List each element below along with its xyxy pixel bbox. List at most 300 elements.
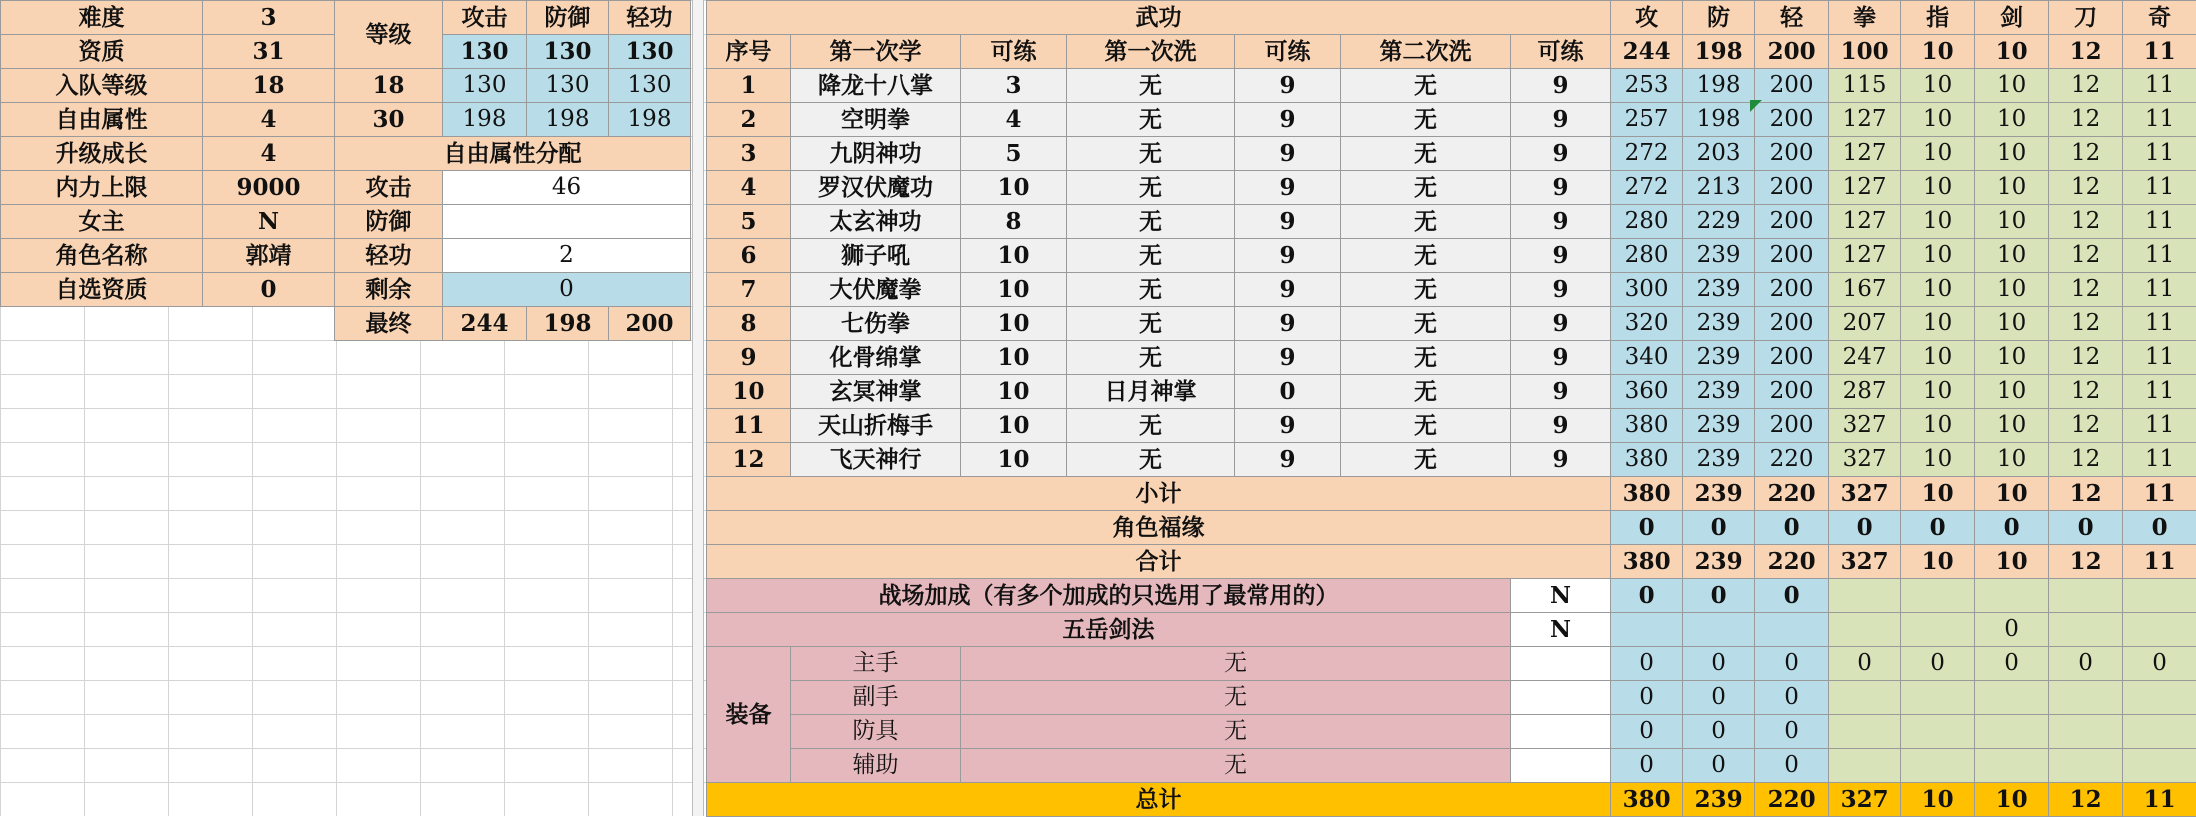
practice-level[interactable]: 9 [1511,137,1611,171]
second-wash[interactable]: 无 [1341,375,1511,409]
skill-name[interactable]: 七伤拳 [791,307,961,341]
practice-level[interactable]: 9 [1235,239,1341,273]
skill-row [707,137,2196,171]
skill-stat-cell[interactable]: 200 [1755,341,1829,375]
total-cell[interactable]: 239 [1683,545,1755,579]
subtotal-cell[interactable]: 327 [1829,477,1901,511]
second-wash[interactable]: 无 [1341,443,1511,477]
skill-name[interactable]: 降龙十八掌 [791,69,961,103]
attribute-value[interactable]: 9000 [203,171,335,205]
first-wash[interactable]: 无 [1067,137,1235,171]
skill-stat-cell[interactable]: 11 [2123,171,2196,205]
fortune-cell[interactable]: 0 [1901,511,1975,545]
equipment-ext-cell[interactable]: 0 [1901,647,1975,681]
equipment-stat-cell[interactable]: 0 [1755,715,1829,749]
skill-name[interactable]: 飞天神行 [791,443,961,477]
column-header: 第一次洗 [1067,35,1235,69]
skill-index: 3 [707,137,791,171]
skill-name[interactable]: 九阴神功 [791,137,961,171]
skill-stat-cell[interactable]: 11 [2123,443,2196,477]
final-stat-cell[interactable]: 198 [527,307,609,341]
skill-stat-cell[interactable]: 12 [2049,409,2123,443]
equipment-stat-cell[interactable]: 0 [1683,715,1755,749]
second-wash[interactable]: 无 [1341,137,1511,171]
total-cell[interactable]: 11 [2123,545,2196,579]
equipment-stat-cell[interactable]: 0 [1611,749,1683,783]
second-wash[interactable]: 无 [1341,307,1511,341]
practice-level[interactable]: 9 [1511,103,1611,137]
first-wash[interactable]: 无 [1067,103,1235,137]
practice-level[interactable]: 9 [1235,409,1341,443]
skill-stat-cell[interactable]: 280 [1611,205,1683,239]
equipment-value[interactable]: 无 [961,749,1511,783]
equipment-stat-cell[interactable]: 0 [1611,715,1683,749]
subtotal-cell[interactable]: 380 [1611,477,1683,511]
practice-level[interactable]: 9 [1235,443,1341,477]
top-stat-cell[interactable]: 198 [1683,35,1755,69]
subtotal-label: 小计 [707,477,1611,511]
attribute-row [1,35,335,69]
grand-total-cell[interactable]: 220 [1755,783,1829,817]
practice-level[interactable]: 9 [1235,341,1341,375]
equipment-ext-cell[interactable]: 0 [2049,647,2123,681]
attribute-value[interactable]: 31 [203,35,335,69]
skill-stat-cell[interactable]: 272 [1611,171,1683,205]
basic-attributes-table [0,0,335,307]
level-cell[interactable]: 18 [335,69,443,103]
subtotal-cell[interactable]: 12 [2049,477,2123,511]
skill-stat-cell[interactable]: 10 [1975,69,2049,103]
skill-stat-cell[interactable]: 10 [1901,273,1975,307]
practice-level[interactable]: 4 [961,103,1067,137]
skill-name[interactable]: 罗汉伏魔功 [791,171,961,205]
attribute-label: 自由属性 [1,103,203,137]
practice-level[interactable]: 9 [1235,273,1341,307]
skill-stat-cell[interactable]: 10 [1901,205,1975,239]
skill-name[interactable]: 玄冥神掌 [791,375,961,409]
skill-stat-cell[interactable]: 12 [2049,375,2123,409]
practice-level[interactable]: 9 [1511,307,1611,341]
attribute-row [1,205,335,239]
first-wash[interactable]: 无 [1067,307,1235,341]
level-allocation-table [334,0,691,341]
skill-stat-cell[interactable]: 203 [1683,137,1755,171]
practice-level[interactable]: 10 [961,273,1067,307]
empty-cell [2123,579,2196,613]
skill-stat-cell[interactable]: 10 [1901,443,1975,477]
skill-stat-cell[interactable]: 10 [1975,307,2049,341]
second-wash[interactable]: 无 [1341,341,1511,375]
grand-total-cell[interactable]: 239 [1683,783,1755,817]
practice-level[interactable]: 0 [1235,375,1341,409]
skill-stat-cell[interactable]: 280 [1611,239,1683,273]
final-stat-cell[interactable]: 200 [609,307,691,341]
skill-stat-cell[interactable]: 11 [2123,137,2196,171]
practice-level[interactable]: 9 [1511,69,1611,103]
skill-row [707,409,2196,443]
fortune-cell[interactable]: 0 [1975,511,2049,545]
top-stat-cell[interactable]: 12 [2049,35,2123,69]
total-cell[interactable]: 10 [1975,545,2049,579]
alloc-input[interactable]: 2 [443,239,691,273]
empty-cell [1975,579,2049,613]
practice-level[interactable]: 10 [961,239,1067,273]
second-wash[interactable]: 无 [1341,171,1511,205]
practice-level[interactable]: 9 [1235,69,1341,103]
practice-level[interactable]: 8 [961,205,1067,239]
equipment-flag[interactable] [1511,749,1611,783]
level-stat-cell[interactable]: 198 [609,103,691,137]
equipment-stat-cell[interactable]: 0 [1683,749,1755,783]
skill-stat-cell[interactable]: 320 [1611,307,1683,341]
attribute-label: 女主 [1,205,203,239]
column-header: 可练 [1511,35,1611,69]
fortune-cell[interactable]: 0 [1611,511,1683,545]
attribute-value[interactable]: 4 [203,103,335,137]
skill-stat-cell[interactable]: 10 [1901,171,1975,205]
skill-stat-cell[interactable]: 200 [1755,137,1829,171]
equipment-ext-cell[interactable]: 0 [2123,647,2196,681]
skill-stat-cell[interactable]: 340 [1611,341,1683,375]
skill-stat-cell[interactable]: 11 [2123,205,2196,239]
alloc-remaining[interactable]: 0 [443,273,691,307]
level-stat-cell[interactable]: 130 [443,69,527,103]
skill-stat-cell[interactable]: 10 [1901,375,1975,409]
skill-stat-cell[interactable]: 239 [1683,443,1755,477]
alloc-input[interactable] [443,205,691,239]
stat-short-header: 拳 [1829,1,1901,35]
skill-stat-cell[interactable]: 213 [1683,171,1755,205]
equipment-stat-cell[interactable]: 0 [1755,681,1829,715]
stat-header: 防御 [527,1,609,35]
skill-stat-cell[interactable]: 11 [2123,103,2196,137]
base-stat-cell[interactable]: 130 [443,35,527,69]
practice-level[interactable]: 9 [1235,103,1341,137]
practice-level[interactable]: 10 [961,307,1067,341]
skill-stat-cell[interactable]: 10 [1901,341,1975,375]
skill-stat-cell[interactable]: 12 [2049,171,2123,205]
skill-name[interactable]: 太玄神功 [791,205,961,239]
skill-stat-cell[interactable]: 12 [2049,137,2123,171]
empty-cell [2123,681,2196,715]
fortune-cell[interactable]: 0 [1829,511,1901,545]
skill-stat-cell[interactable]: 239 [1683,273,1755,307]
practice-level[interactable]: 9 [1511,273,1611,307]
skill-name[interactable]: 空明拳 [791,103,961,137]
fortune-cell[interactable]: 0 [2123,511,2196,545]
practice-level[interactable]: 10 [961,375,1067,409]
practice-level[interactable]: 9 [1235,205,1341,239]
practice-level[interactable]: 9 [1511,409,1611,443]
wuyue-flag[interactable]: N [1511,613,1611,647]
skill-stat-cell[interactable]: 198 [1683,69,1755,103]
practice-level[interactable]: 9 [1511,239,1611,273]
second-wash[interactable]: 无 [1341,409,1511,443]
equipment-slot: 副手 [791,681,961,715]
skill-stat-cell[interactable]: 239 [1683,341,1755,375]
skill-stat-cell[interactable]: 12 [2049,239,2123,273]
top-stat-cell[interactable]: 100 [1829,35,1901,69]
skill-stat-cell[interactable]: 10 [1901,137,1975,171]
fortune-cell[interactable]: 0 [2049,511,2123,545]
skill-stat-cell[interactable]: 220 [1755,443,1829,477]
skill-stat-cell[interactable]: 287 [1829,375,1901,409]
total-cell[interactable]: 327 [1829,545,1901,579]
practice-level[interactable]: 10 [961,171,1067,205]
practice-level[interactable]: 9 [1235,137,1341,171]
attribute-label: 角色名称 [1,239,203,273]
empty-cell [2049,613,2123,647]
attribute-value[interactable]: 3 [203,1,335,35]
equipment-stat-cell[interactable]: 0 [1683,647,1755,681]
skill-name[interactable]: 天山折梅手 [791,409,961,443]
skill-stat-cell[interactable]: 12 [2049,307,2123,341]
wuyue-sword-cell[interactable]: 0 [1975,613,2049,647]
top-stat-cell[interactable]: 244 [1611,35,1683,69]
skill-stat-cell[interactable]: 272 [1611,137,1683,171]
top-stat-cell[interactable]: 10 [1975,35,2049,69]
skill-stat-cell[interactable]: 11 [2123,239,2196,273]
equipment-stat-cell[interactable]: 0 [1683,681,1755,715]
skill-stat-cell[interactable]: 327 [1829,409,1901,443]
equipment-flag[interactable] [1511,715,1611,749]
skill-stat-cell[interactable]: 127 [1829,239,1901,273]
top-stat-cell[interactable]: 10 [1901,35,1975,69]
battle-bonus-cell[interactable]: 0 [1683,579,1755,613]
practice-level[interactable]: 10 [961,341,1067,375]
skill-stat-cell[interactable]: 380 [1611,409,1683,443]
attribute-value[interactable]: 郭靖 [203,239,335,273]
skill-stat-cell[interactable]: 10 [1975,239,2049,273]
skill-stat-cell[interactable]: 127 [1829,205,1901,239]
fortune-cell[interactable]: 0 [1683,511,1755,545]
second-wash[interactable]: 无 [1341,205,1511,239]
practice-level[interactable]: 10 [961,443,1067,477]
skill-stat-cell[interactable]: 11 [2123,69,2196,103]
first-wash[interactable]: 无 [1067,409,1235,443]
alloc-label: 攻击 [335,171,443,205]
skill-stat-cell[interactable]: 12 [2049,443,2123,477]
empty-cell [2049,749,2123,783]
first-wash[interactable]: 无 [1067,171,1235,205]
equipment-stat-cell[interactable]: 0 [1611,681,1683,715]
skill-stat-cell[interactable]: 200 [1755,171,1829,205]
attribute-value[interactable]: N [203,205,335,239]
stat-short-header: 刀 [2049,1,2123,35]
practice-level[interactable]: 9 [1511,443,1611,477]
practice-level[interactable]: 5 [961,137,1067,171]
final-label: 最终 [335,307,443,341]
level-cell[interactable]: 30 [335,103,443,137]
skill-stat-cell[interactable]: 198 [1683,103,1755,137]
total-cell[interactable]: 10 [1901,545,1975,579]
skill-stat-cell[interactable]: 200 [1755,273,1829,307]
skill-stat-cell[interactable]: 10 [1901,307,1975,341]
empty-cell [1901,613,1975,647]
skill-stat-cell[interactable]: 11 [2123,273,2196,307]
second-wash[interactable]: 无 [1341,103,1511,137]
equipment-value[interactable]: 无 [961,681,1511,715]
skill-stat-cell[interactable]: 12 [2049,205,2123,239]
skill-stat-cell[interactable]: 10 [1975,443,2049,477]
first-wash[interactable]: 无 [1067,205,1235,239]
skill-stat-cell[interactable]: 10 [1901,69,1975,103]
skill-stat-cell[interactable]: 11 [2123,307,2196,341]
skill-row [707,443,2196,477]
skill-name[interactable]: 化骨绵掌 [791,341,961,375]
skill-stat-cell[interactable]: 200 [1755,205,1829,239]
skill-stat-cell[interactable]: 10 [1975,375,2049,409]
total-cell[interactable]: 220 [1755,545,1829,579]
level-stat-cell[interactable]: 198 [443,103,527,137]
skill-stat-cell[interactable]: 12 [2049,103,2123,137]
equipment-ext-cell[interactable]: 0 [1975,647,2049,681]
empty-cell [1683,613,1755,647]
equipment-flag[interactable] [1511,681,1611,715]
skill-stat-cell[interactable]: 360 [1611,375,1683,409]
grand-total-cell[interactable]: 12 [2049,783,2123,817]
skill-stat-cell[interactable]: 11 [2123,409,2196,443]
battle-bonus-cell[interactable]: 0 [1755,579,1829,613]
level-stat-cell[interactable]: 130 [527,69,609,103]
level-stat-cell[interactable]: 198 [527,103,609,137]
practice-level[interactable]: 10 [961,409,1067,443]
equipment-stat-cell[interactable]: 0 [1755,647,1829,681]
practice-level[interactable]: 9 [1235,307,1341,341]
level-stat-cell[interactable]: 130 [609,69,691,103]
second-wash[interactable]: 无 [1341,239,1511,273]
subtotal-cell[interactable]: 10 [1901,477,1975,511]
practice-level[interactable]: 9 [1235,171,1341,205]
practice-level[interactable]: 9 [1511,171,1611,205]
skill-stat-cell[interactable]: 300 [1611,273,1683,307]
equipment-stat-cell[interactable]: 0 [1611,647,1683,681]
skill-stat-cell[interactable]: 239 [1683,307,1755,341]
attribute-value[interactable]: 18 [203,69,335,103]
equipment-value[interactable]: 无 [961,647,1511,681]
battle-bonus-flag[interactable]: N [1511,579,1611,613]
practice-level[interactable]: 9 [1511,205,1611,239]
top-stat-cell[interactable]: 11 [2123,35,2196,69]
grand-total-cell[interactable]: 380 [1611,783,1683,817]
battle-bonus-cell[interactable]: 0 [1611,579,1683,613]
total-cell[interactable]: 380 [1611,545,1683,579]
final-stat-cell[interactable]: 244 [443,307,527,341]
equipment-value[interactable]: 无 [961,715,1511,749]
skill-stat-cell[interactable]: 10 [1975,409,2049,443]
skill-stat-cell[interactable]: 12 [2049,341,2123,375]
attribute-value[interactable]: 0 [203,273,335,307]
equipment-flag[interactable] [1511,647,1611,681]
first-wash[interactable]: 无 [1067,443,1235,477]
skill-stat-cell[interactable]: 10 [1975,205,2049,239]
practice-level[interactable]: 3 [961,69,1067,103]
skill-stat-cell[interactable]: 200 [1755,239,1829,273]
equipment-slot: 防具 [791,715,961,749]
skill-stat-cell[interactable]: 10 [1901,239,1975,273]
practice-level[interactable]: 9 [1511,341,1611,375]
first-wash[interactable]: 无 [1067,69,1235,103]
first-wash[interactable]: 无 [1067,273,1235,307]
skill-stat-cell[interactable]: 239 [1683,409,1755,443]
grand-total-cell[interactable]: 10 [1975,783,2049,817]
base-stat-cell[interactable]: 130 [609,35,691,69]
skill-stat-cell[interactable]: 239 [1683,239,1755,273]
skill-stat-cell[interactable]: 10 [1975,137,2049,171]
skill-stat-cell[interactable]: 11 [2123,375,2196,409]
skill-index: 10 [707,375,791,409]
skill-stat-cell[interactable]: 10 [1975,273,2049,307]
skill-stat-cell[interactable]: 127 [1829,103,1901,137]
skill-stat-cell[interactable]: 200 [1755,103,1829,137]
total-cell[interactable]: 12 [2049,545,2123,579]
skill-index: 9 [707,341,791,375]
skill-stat-cell[interactable]: 253 [1611,69,1683,103]
grand-total-cell[interactable]: 10 [1901,783,1975,817]
first-wash[interactable]: 日月神掌 [1067,375,1235,409]
skill-stat-cell[interactable]: 380 [1611,443,1683,477]
skill-index: 7 [707,273,791,307]
skill-stat-cell[interactable]: 10 [1901,409,1975,443]
top-stat-cell[interactable]: 200 [1755,35,1829,69]
skill-stat-cell[interactable]: 229 [1683,205,1755,239]
skill-stat-cell[interactable]: 127 [1829,171,1901,205]
fortune-cell[interactable]: 0 [1755,511,1829,545]
equipment-ext-cell[interactable]: 0 [1829,647,1901,681]
empty-cell [1975,681,2049,715]
practice-level[interactable]: 9 [1511,375,1611,409]
attribute-label: 资质 [1,35,203,69]
second-wash[interactable]: 无 [1341,273,1511,307]
subtotal-cell[interactable]: 10 [1975,477,2049,511]
grand-total-cell[interactable]: 327 [1829,783,1901,817]
skill-stat-cell[interactable]: 239 [1683,375,1755,409]
skill-stat-cell[interactable]: 167 [1829,273,1901,307]
skill-stat-cell[interactable]: 200 [1755,409,1829,443]
skill-stat-cell[interactable]: 200 [1755,69,1829,103]
skill-stat-cell[interactable]: 115 [1829,69,1901,103]
column-header: 可练 [961,35,1067,69]
second-wash[interactable]: 无 [1341,69,1511,103]
skill-stat-cell[interactable]: 11 [2123,341,2196,375]
skill-name[interactable]: 大伏魔拳 [791,273,961,307]
skill-stat-cell[interactable]: 10 [1975,171,2049,205]
skill-stat-cell[interactable]: 327 [1829,443,1901,477]
first-wash[interactable]: 无 [1067,341,1235,375]
subtotal-cell[interactable]: 11 [2123,477,2196,511]
skill-stat-cell[interactable]: 257 [1611,103,1683,137]
equipment-stat-cell[interactable]: 0 [1755,749,1829,783]
skill-stat-cell[interactable]: 200 [1755,307,1829,341]
skill-stat-cell[interactable]: 10 [1975,103,2049,137]
alloc-input[interactable]: 46 [443,171,691,205]
skill-stat-cell[interactable]: 127 [1829,137,1901,171]
skill-stat-cell[interactable]: 10 [1901,103,1975,137]
skill-stat-cell[interactable]: 10 [1975,341,2049,375]
skill-name[interactable]: 狮子吼 [791,239,961,273]
skill-stat-cell[interactable]: 12 [2049,273,2123,307]
base-stat-cell[interactable]: 130 [527,35,609,69]
subtotal-cell[interactable]: 220 [1755,477,1829,511]
skill-stat-cell[interactable]: 12 [2049,69,2123,103]
grand-total-cell[interactable]: 11 [2123,783,2196,817]
skill-stat-cell[interactable]: 207 [1829,307,1901,341]
skill-stat-cell[interactable]: 247 [1829,341,1901,375]
first-wash[interactable]: 无 [1067,239,1235,273]
skill-stat-cell[interactable]: 200 [1755,375,1829,409]
attribute-value[interactable]: 4 [203,137,335,171]
subtotal-cell[interactable]: 239 [1683,477,1755,511]
